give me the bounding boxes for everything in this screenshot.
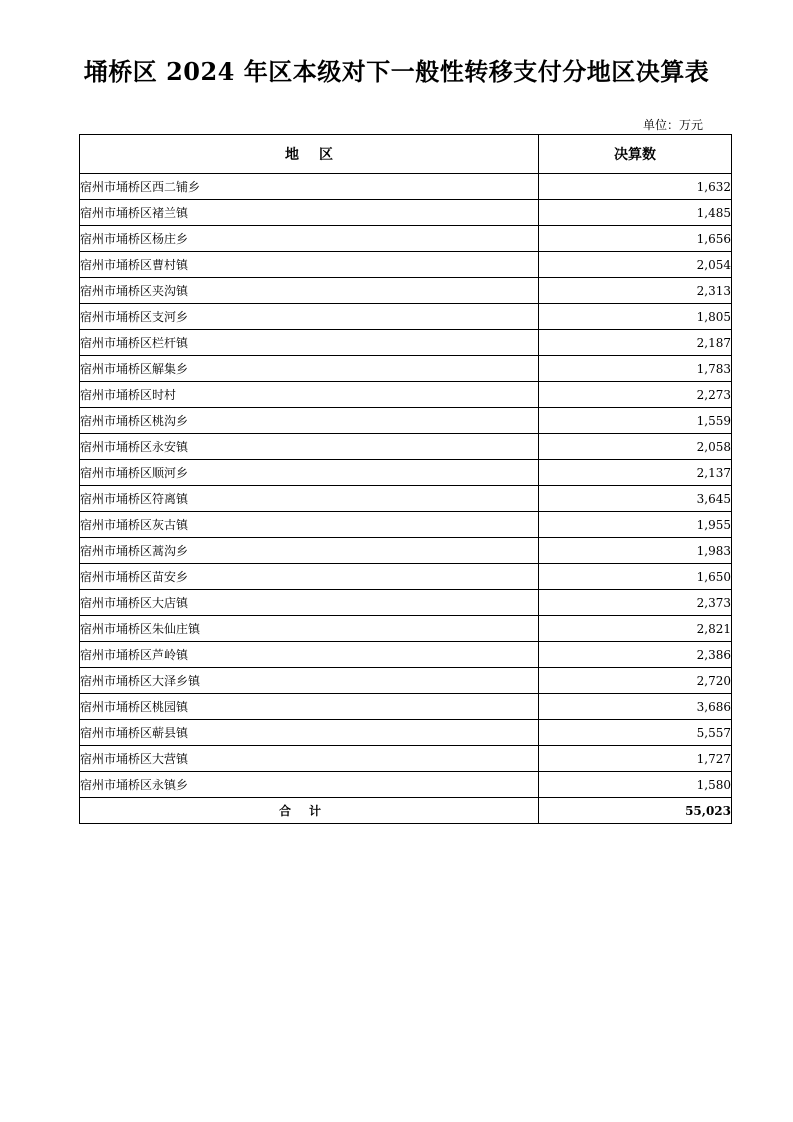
amount-cell: 1,580: [539, 772, 732, 798]
table-row: [80, 200, 732, 226]
table-row: [80, 512, 732, 538]
amount-cell: 2,313: [539, 278, 732, 304]
table-row: [80, 174, 732, 200]
region-cell: 宿州市埇桥区朱仙庄镇: [80, 616, 539, 642]
region-cell: 宿州市埇桥区褚兰镇: [80, 200, 539, 226]
amount-cell: 2,058: [539, 434, 732, 460]
table-row: [80, 694, 732, 720]
amount-cell: 2,386: [539, 642, 732, 668]
amount-cell: 1,485: [539, 200, 732, 226]
region-cell: 宿州市埇桥区夹沟镇: [80, 278, 539, 304]
header-region: 地区: [80, 135, 539, 174]
table-header-row: [80, 135, 732, 174]
header-amount: 决算数: [539, 135, 732, 174]
amount-cell: 2,054: [539, 252, 732, 278]
amount-cell: 1,805: [539, 304, 732, 330]
table-row: [80, 330, 732, 356]
region-cell: 宿州市埇桥区支河乡: [80, 304, 539, 330]
region-cell: 宿州市埇桥区桃沟乡: [80, 408, 539, 434]
region-cell: 宿州市埇桥区灰古镇: [80, 512, 539, 538]
table-row: [80, 642, 732, 668]
region-cell: 宿州市埇桥区蒿沟乡: [80, 538, 539, 564]
total-amount: 55,023: [539, 798, 732, 824]
amount-cell: 2,137: [539, 460, 732, 486]
region-cell: 宿州市埇桥区解集乡: [80, 356, 539, 382]
table-row: [80, 772, 732, 798]
amount-cell: 5,557: [539, 720, 732, 746]
region-cell: 宿州市埇桥区桃园镇: [80, 694, 539, 720]
table-row: [80, 278, 732, 304]
region-cell: 宿州市埇桥区永镇乡: [80, 772, 539, 798]
amount-cell: 2,273: [539, 382, 732, 408]
table-row: [80, 304, 732, 330]
table-row: [80, 668, 732, 694]
region-cell: 宿州市埇桥区顺河乡: [80, 460, 539, 486]
amount-cell: 3,686: [539, 694, 732, 720]
amount-cell: 1,955: [539, 512, 732, 538]
amount-cell: 2,187: [539, 330, 732, 356]
table-row: [80, 616, 732, 642]
region-cell: 宿州市埇桥区杨庄乡: [80, 226, 539, 252]
region-cell: 宿州市埇桥区大营镇: [80, 746, 539, 772]
amount-cell: 2,373: [539, 590, 732, 616]
region-cell: 宿州市埇桥区大泽乡镇: [80, 668, 539, 694]
amount-cell: 2,720: [539, 668, 732, 694]
table-row: [80, 252, 732, 278]
amount-cell: 1,983: [539, 538, 732, 564]
table-body: [80, 174, 732, 824]
amount-cell: 2,821: [539, 616, 732, 642]
table-row: [80, 720, 732, 746]
amount-cell: 1,632: [539, 174, 732, 200]
table-row: [80, 486, 732, 512]
amount-cell: 1,656: [539, 226, 732, 252]
table-row: [80, 356, 732, 382]
amount-cell: 1,650: [539, 564, 732, 590]
allocation-table: [79, 134, 732, 824]
region-cell: 宿州市埇桥区大店镇: [80, 590, 539, 616]
region-cell: 宿州市埇桥区曹村镇: [80, 252, 539, 278]
amount-cell: 1,783: [539, 356, 732, 382]
region-cell: 宿州市埇桥区栏杆镇: [80, 330, 539, 356]
table-row: [80, 746, 732, 772]
table-row: [80, 408, 732, 434]
page-title: 埇桥区 2024 年区本级对下一般性转移支付分地区决算表: [83, 57, 710, 86]
region-cell: 宿州市埇桥区蕲县镇: [80, 720, 539, 746]
total-row: [80, 798, 732, 824]
region-cell: 宿州市埇桥区芦岭镇: [80, 642, 539, 668]
table-row: [80, 434, 732, 460]
total-label: 合计: [80, 798, 539, 824]
region-cell: 宿州市埇桥区永安镇: [80, 434, 539, 460]
table-row: [80, 590, 732, 616]
amount-cell: 1,559: [539, 408, 732, 434]
table-row: [80, 538, 732, 564]
table-row: [80, 564, 732, 590]
table-row: [80, 226, 732, 252]
unit-label: 单位：万元: [642, 118, 703, 132]
amount-cell: 1,727: [539, 746, 732, 772]
amount-cell: 3,645: [539, 486, 732, 512]
table-row: [80, 382, 732, 408]
region-cell: 宿州市埇桥区西二铺乡: [80, 174, 539, 200]
table-row: [80, 460, 732, 486]
region-cell: 宿州市埇桥区时村: [80, 382, 539, 408]
region-cell: 宿州市埇桥区符离镇: [80, 486, 539, 512]
region-cell: 宿州市埇桥区苗安乡: [80, 564, 539, 590]
